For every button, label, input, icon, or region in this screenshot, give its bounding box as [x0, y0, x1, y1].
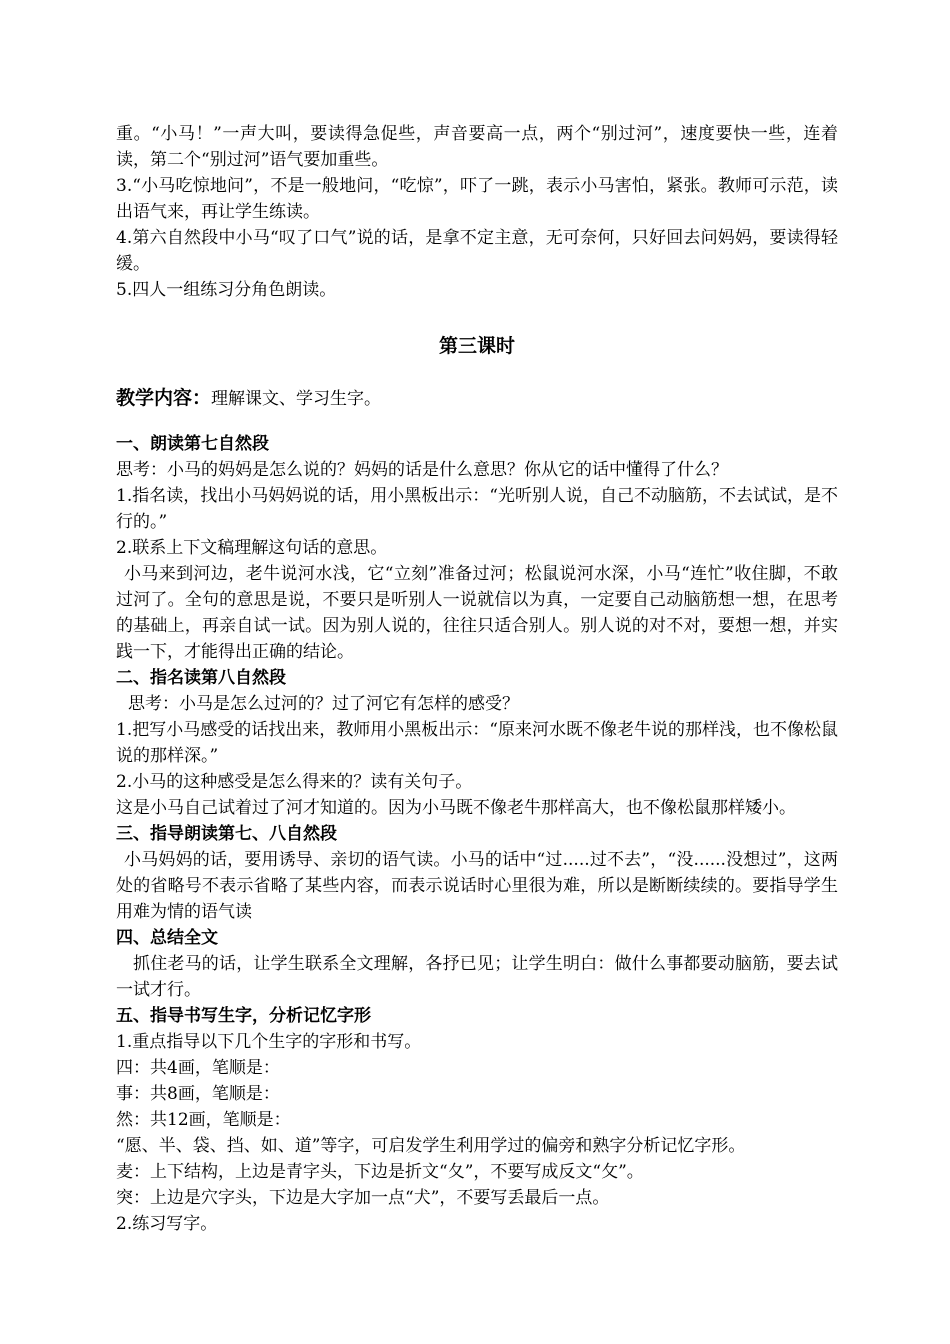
document-page	[116, 121, 838, 1237]
paragraph: 5.四人一组练习分角色朗读。	[116, 280, 337, 300]
paragraph: 这是小马自己试着过了河才知道的。因为小马既不像老牛那样高大，也不像松鼠那样矮小。	[116, 798, 796, 818]
paragraph: 1.指名读，找出小马妈妈说的话，用小黑板出示：“光听别人说，自己不动脑筋，不去试试，是不行的。”	[116, 486, 838, 532]
paragraph: “愿、半、袋、挡、如、道”等字，可启发学生利用学过的偏旁和熟字分析记忆字形。	[116, 1136, 746, 1156]
teaching-content	[116, 381, 838, 415]
lesson-title: 第三课时	[438, 335, 515, 357]
teaching-content-label: 教学内容：	[116, 387, 212, 409]
section-heading: 二、指名读第八自然段	[116, 668, 286, 688]
paragraph: 1.重点指导以下几个生字的字形和书写。	[116, 1032, 422, 1052]
paragraph: 1.把写小马感受的话找出来，教师用小黑板出示：“原来河水既不像老牛说的那样浅，也不像松鼠说的那样深。”	[116, 720, 838, 766]
teaching-content-text: 理解课文、学习生字。	[211, 389, 382, 409]
section-heading: 五、指导书写生字，分析记忆字形	[116, 1006, 371, 1026]
section-heading: 四、总结全文	[116, 928, 218, 948]
paragraph: 小马来到河边，老牛说河水浅，它“立刻”准备过河；松鼠说河水深，小马“连忙”收住脚，不敢过河了。全句的意思是说，不要只是听别人一说就信以为真，一定要自己动脑筋想一想，在思考的基础上，再亲自试一试。因为别人说的，往往只适合别人。别人说的对不对，要想一想，并实践一下，才能得出正确的结论。	[116, 564, 838, 662]
paragraph: 重。“小马！”一声大叫，要读得急促些，声音要高一点，两个“别过河”，速度要快一些，连着读，第二个“别过河”语气要加重些。	[116, 124, 838, 170]
paragraph: 思考：小马是怎么过河的？过了河它有怎样的感受？	[128, 694, 519, 714]
paragraph: 2.小马的这种感受是怎么得来的？读有关句子。	[116, 772, 473, 792]
paragraph: 3.“小马吃惊地问”，不是一般地问，“吃惊”，吓了一跳，表示小马害怕，紧张。教师可示范，读出语气来，再让学生练读。	[116, 176, 838, 222]
paragraph: 2.练习写字。	[116, 1214, 218, 1234]
paragraph: 小马妈妈的话，要用诱导、亲切的语气读。小马的话中“过.....过不去”，“没......没想过”，这两处的省略号不表示省略了某些内容，而表示说话时心里很为难，所以是断断续续的。要指导学生用难为情的语气读	[116, 850, 838, 922]
paragraph: 突：上边是穴字头，下边是大字加一点“犬”，不要写丢最后一点。	[116, 1188, 610, 1208]
paragraph: 四：共4画，笔顺是：	[116, 1058, 280, 1078]
section-heading: 三、指导朗读第七、八自然段	[116, 824, 337, 844]
paragraph: 事：共8画，笔顺是：	[116, 1084, 280, 1104]
paragraph: 抓住老马的话，让学生联系全文理解，各抒已见；让学生明白：做什么事都要动脑筋，要去试一试才行。	[116, 954, 838, 1000]
paragraph: 2.联系上下文稿理解这句话的意思。	[116, 538, 388, 558]
paragraph: 思考：小马的妈妈是怎么说的？妈妈的话是什么意思？你从它的话中懂得了什么？	[116, 460, 728, 480]
paragraph: 4.第六自然段中小马“叹了口气”说的话，是拿不定主意，无可奈何，只好回去问妈妈，要读得轻缓。	[116, 228, 838, 274]
paragraph: 然：共12画，笔顺是：	[116, 1110, 291, 1130]
section-heading: 一、朗读第七自然段	[116, 434, 269, 454]
paragraph: 麦：上下结构，上边是青字头，下边是折文“夂”，不要写成反文“攵”。	[116, 1162, 644, 1182]
